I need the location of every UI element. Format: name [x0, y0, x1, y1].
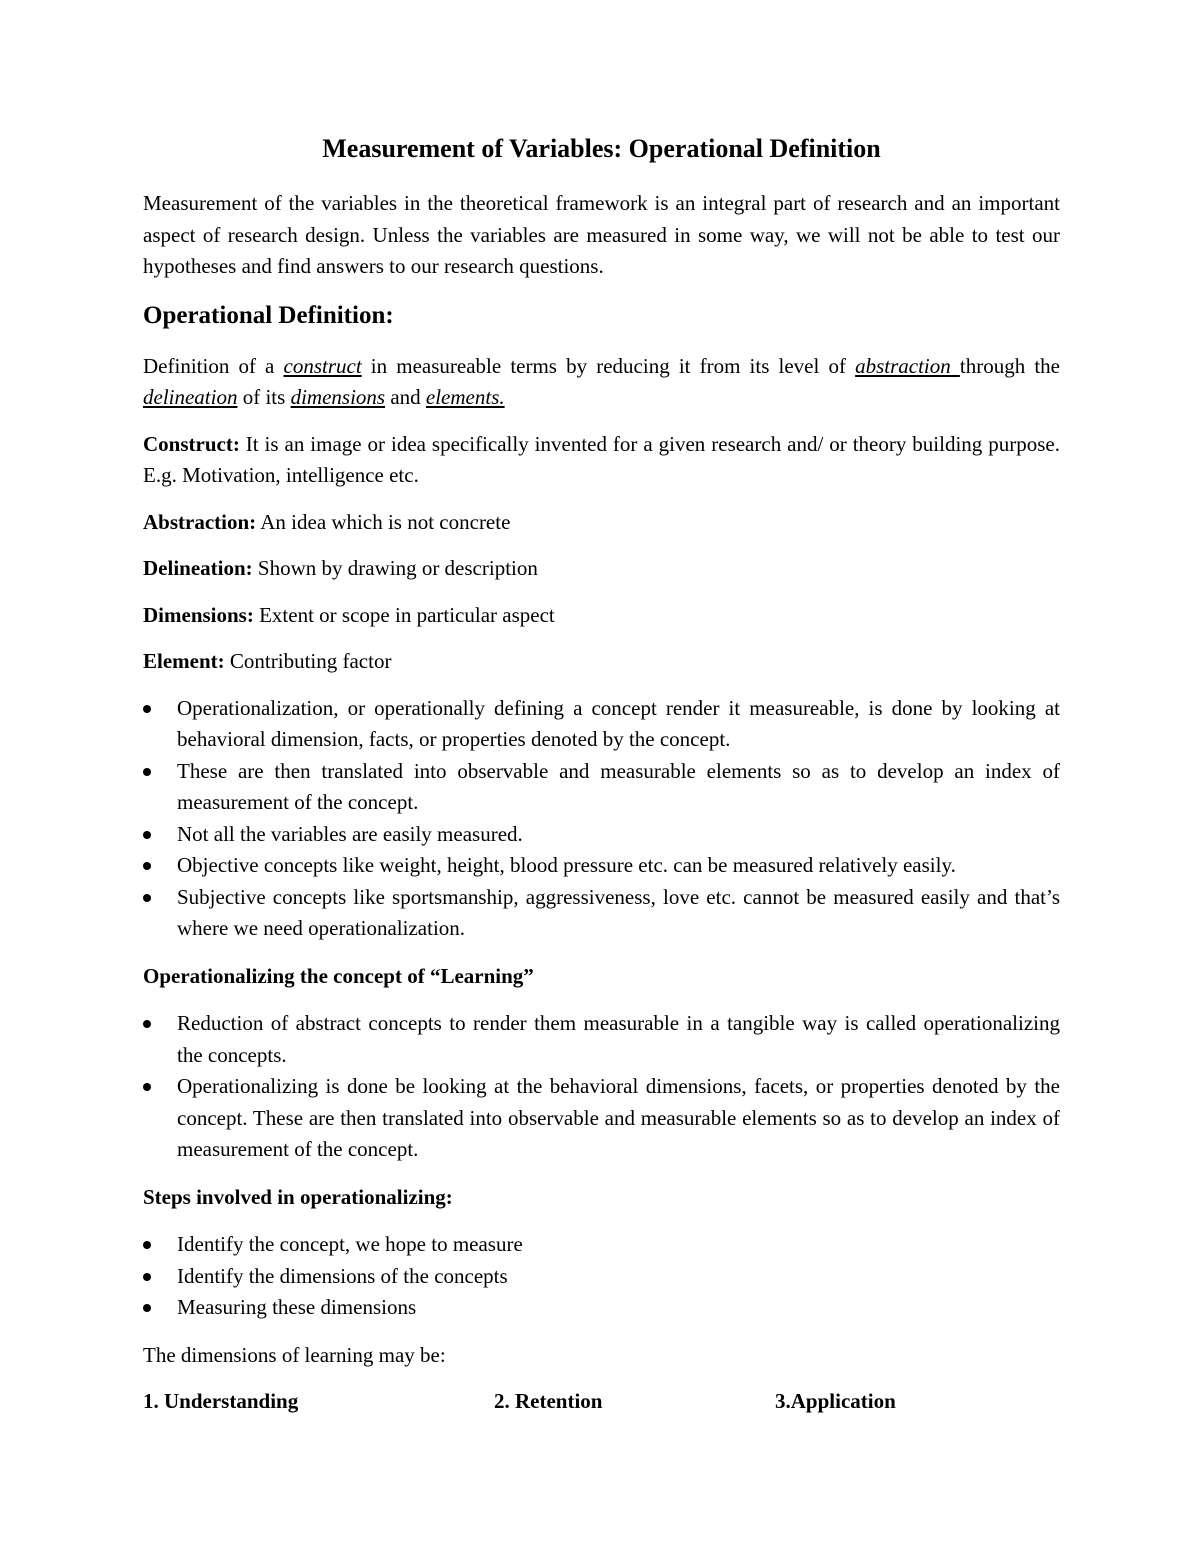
- definition-text: of its: [237, 385, 291, 409]
- bullet-icon: [143, 831, 151, 839]
- list-item: [143, 756, 1060, 819]
- dimension-application: 3.Application: [775, 1389, 896, 1413]
- bullet-icon: [143, 705, 151, 713]
- bullet-icon: [143, 1273, 151, 1281]
- learning-heading: Operationalizing the concept of “Learning”: [143, 963, 534, 988]
- list-item: [143, 693, 1060, 756]
- list-item-text: Operationalizing is done be looking at the behavioral dimensions, facets, or properties denoted by the concept. These are then translated into observable and measurable elements so as to develop an index of measurement of the concept.: [177, 1074, 1060, 1161]
- bullet-icon: [143, 768, 151, 776]
- list-item: [143, 1292, 1060, 1324]
- term-label: Dimensions:: [143, 602, 254, 627]
- definition-text: and: [385, 385, 426, 409]
- term-dimensions-definition: [143, 600, 1060, 632]
- term-text: An idea which is not concrete: [256, 509, 511, 534]
- definition-paragraph: [143, 351, 1060, 414]
- list-item: [143, 1229, 1060, 1261]
- bullet-icon: [143, 1020, 151, 1028]
- list-item-text: Measuring these dimensions: [177, 1295, 417, 1319]
- steps-heading: Steps involved in operationalizing:: [143, 1184, 453, 1209]
- term-text: It is an image or idea specifically invented for a given research and/ or theory building purpose. E.g. Motivation, intelligence etc.: [143, 431, 1060, 487]
- term-label: Construct:: [143, 431, 240, 456]
- term-delineation-definition: [143, 553, 1060, 585]
- term-text: Shown by drawing or description: [252, 556, 538, 580]
- term-delineation: delineation: [143, 385, 238, 409]
- list-item-text: Not all the variables are easily measured.: [177, 821, 523, 846]
- list-item-text: Identify the concept, we hope to measure: [177, 1232, 523, 1256]
- intro-paragraph: Measurement of the variables in the theoretical framework is an integral part of research and an important aspect of research design. Unless the variables are measured in some way, we will not be able to test our hypotheses and find answers to our research questions.: [143, 191, 1060, 278]
- main-bullet-list: [143, 693, 1060, 945]
- definition-text: Definition of a: [143, 353, 284, 378]
- list-item: [143, 819, 1060, 851]
- bullet-icon: [143, 894, 151, 902]
- term-label: Abstraction:: [143, 509, 257, 534]
- section-heading: Operational Definition:: [143, 301, 394, 329]
- list-item-text: These are then translated into observable and measurable elements so as to develop an index of measurement of the concept.: [177, 758, 1060, 814]
- dimension-retention: 2. Retention: [494, 1389, 603, 1413]
- term-element-definition: [143, 646, 1060, 678]
- learning-bullet-list: [143, 1008, 1060, 1166]
- bullet-icon: [143, 1083, 151, 1091]
- list-item-text: Operationalization, or operationally defining a concept render it measureable, is done by looking at behavioral dimension, facts, or properties denoted by the concept.: [177, 695, 1060, 751]
- dimensions-row: [143, 1386, 1060, 1418]
- list-item: [143, 850, 1060, 882]
- definition-text: in measureable terms by reducing it from its level of: [361, 353, 856, 378]
- list-item: [143, 882, 1060, 945]
- term-abstraction-definition: [143, 507, 1060, 539]
- definition-text: through the: [959, 353, 1060, 378]
- list-item-text: Identify the dimensions of the concepts: [177, 1263, 508, 1288]
- term-text: Extent or scope in particular aspect: [253, 602, 555, 627]
- term-construct: construct: [283, 353, 362, 378]
- term-elements: elements.: [425, 385, 505, 409]
- dimensions-intro: The dimensions of learning may be:: [143, 1342, 446, 1367]
- document-title: Measurement of Variables: Operational Definition: [322, 134, 881, 163]
- bullet-icon: [143, 1241, 151, 1249]
- document-body: [143, 132, 1060, 1418]
- term-dimensions: dimensions: [290, 385, 386, 409]
- term-label: Element:: [143, 649, 225, 673]
- term-abstraction: abstraction: [855, 353, 960, 378]
- list-item: [143, 1008, 1060, 1071]
- bullet-icon: [143, 862, 151, 870]
- list-item: [143, 1071, 1060, 1166]
- list-item-text: Objective concepts like weight, height, blood pressure etc. can be measured relatively easily.: [177, 853, 956, 877]
- steps-bullet-list: [143, 1229, 1060, 1324]
- dimension-understanding: 1. Understanding: [143, 1389, 299, 1413]
- bullet-icon: [143, 1304, 151, 1312]
- term-text: Contributing factor: [224, 649, 392, 673]
- list-item: [143, 1261, 1060, 1293]
- term-construct-definition: [143, 429, 1060, 492]
- term-label: Delineation:: [143, 556, 253, 580]
- list-item-text: Reduction of abstract concepts to render them measurable in a tangible way is called operationalizing the concepts.: [177, 1011, 1060, 1067]
- list-item-text: Subjective concepts like sportsmanship, aggressiveness, love etc. cannot be measured easily and that’s where we need operationalization.: [177, 884, 1060, 940]
